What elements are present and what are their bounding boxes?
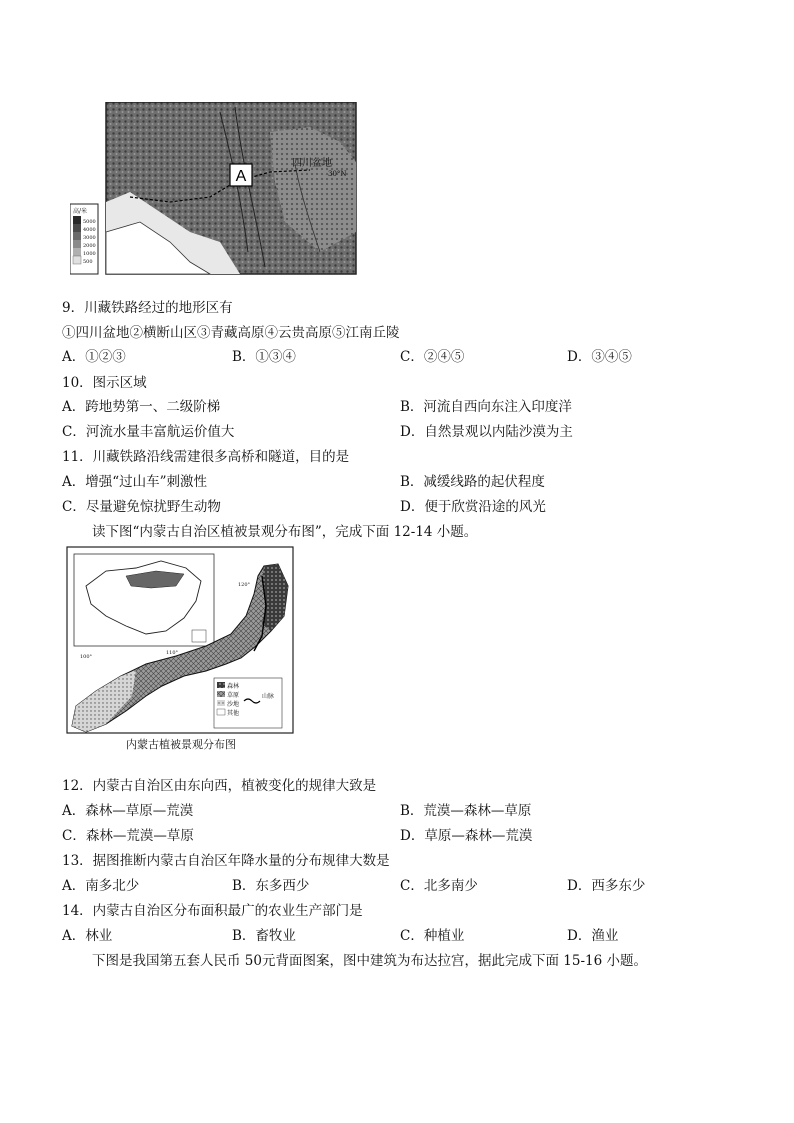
q14-option-b[interactable]: B．畜牧业 (232, 928, 296, 944)
legend-other: 其他 (227, 710, 240, 717)
q13-stem: 13．据图推断内蒙古自治区年降水量的分布规律大数是 (62, 853, 390, 869)
q12-stem: 12．内蒙古自治区由东向西，植被变化的规律大致是 (62, 778, 377, 794)
q11-option-c[interactable]: C．尽量避免惊扰野生动物 (62, 499, 221, 515)
legend-value: 500 (83, 259, 93, 265)
q13-option-a[interactable]: A．南多北少 (62, 878, 140, 894)
label-a: A (235, 168, 247, 185)
legend-value: 5000 (83, 219, 96, 225)
q11-option-b[interactable]: B．减缓线路的起伏程度 (400, 474, 545, 490)
map2-caption: 内蒙古植被景观分布图 (126, 739, 236, 751)
q10-stem: 10．图示区域 (62, 375, 147, 391)
q12-option-b[interactable]: B．荒漠—森林—草原 (400, 803, 532, 819)
legend-grassland: 草原 (227, 692, 240, 699)
legend-forest: 森林 (227, 683, 240, 690)
q13-option-b[interactable]: B．东多西少 (232, 878, 310, 894)
vegetation-map-inner-mongolia (66, 546, 294, 752)
q14-option-d[interactable]: D．渔业 (567, 928, 619, 944)
q11-stem: 11．川藏铁路沿线需建很多高桥和隧道，目的是 (62, 449, 350, 465)
q10-option-d[interactable]: D．自然景观以内陆沙漠为主 (400, 424, 573, 440)
q10-option-b[interactable]: B．河流自西向东注入印度洋 (400, 399, 572, 415)
lon-mid: 110° (166, 650, 179, 656)
q14-option-a[interactable]: A．林业 (62, 928, 113, 944)
q9-stem: 9．川藏铁路经过的地形区有 (62, 300, 233, 316)
lon-right: 120° (238, 582, 251, 588)
q9-option-b[interactable]: B．①③④ (232, 349, 296, 365)
q9-option-c[interactable]: C．②④⑤ (400, 349, 465, 365)
legend-sand: 沙地 (227, 701, 240, 708)
label-latitude: 30°N (328, 170, 347, 178)
q10-option-a[interactable]: A．跨地势第一、二级阶梯 (62, 399, 221, 415)
q10-option-c[interactable]: C．河流水量丰富航运价值大 (62, 424, 235, 440)
legend-mountain: 山脉 (262, 693, 275, 700)
vegetation-map-graphic (66, 546, 294, 752)
q12-option-d[interactable]: D．草原—森林—荒漠 (400, 828, 533, 844)
q9-items: ①四川盆地②横断山区③青藏高原④云贵高原⑤江南丘陵 (62, 325, 400, 341)
legend-value: 3000 (83, 235, 96, 241)
q11-option-d[interactable]: D．便于欣赏沿途的风光 (400, 499, 546, 515)
q12-option-c[interactable]: C．森林—荒漠—草原 (62, 828, 194, 844)
label-sichuan-basin: 四川盆地 (292, 158, 332, 169)
q13-option-d[interactable]: D．西多东少 (567, 878, 646, 894)
q13-option-c[interactable]: C．北多南少 (400, 878, 478, 894)
legend-value: 1000 (83, 251, 96, 257)
legend-title: 高/米 (73, 208, 88, 215)
terrain-map-sichuan-tibet (70, 102, 358, 276)
q9-option-d[interactable]: D．③④⑤ (567, 349, 632, 365)
q14-stem: 14．内蒙古自治区分布面积最广的农业生产部门是 (62, 903, 363, 919)
q9-option-a[interactable]: A．①②③ (62, 349, 126, 365)
intro-questions-12-14: 读下图“内蒙古自治区植被景观分布图”，完成下面 12-14 小题。 (92, 524, 478, 540)
legend-value: 2000 (83, 243, 96, 249)
q11-option-a[interactable]: A．增强“过山车”刺激性 (62, 474, 208, 490)
q14-option-c[interactable]: C．种植业 (400, 928, 465, 944)
terrain-map-graphic (70, 102, 358, 276)
intro-questions-15-16: 下图是我国第五套人民币 50元背面图案，图中建筑为布达拉宫，据此完成下面 15-16 小题。 (92, 953, 647, 969)
q12-option-a[interactable]: A．森林—草原—荒漠 (62, 803, 194, 819)
lon-left: 100° (80, 654, 93, 660)
legend-value: 4000 (83, 227, 96, 233)
